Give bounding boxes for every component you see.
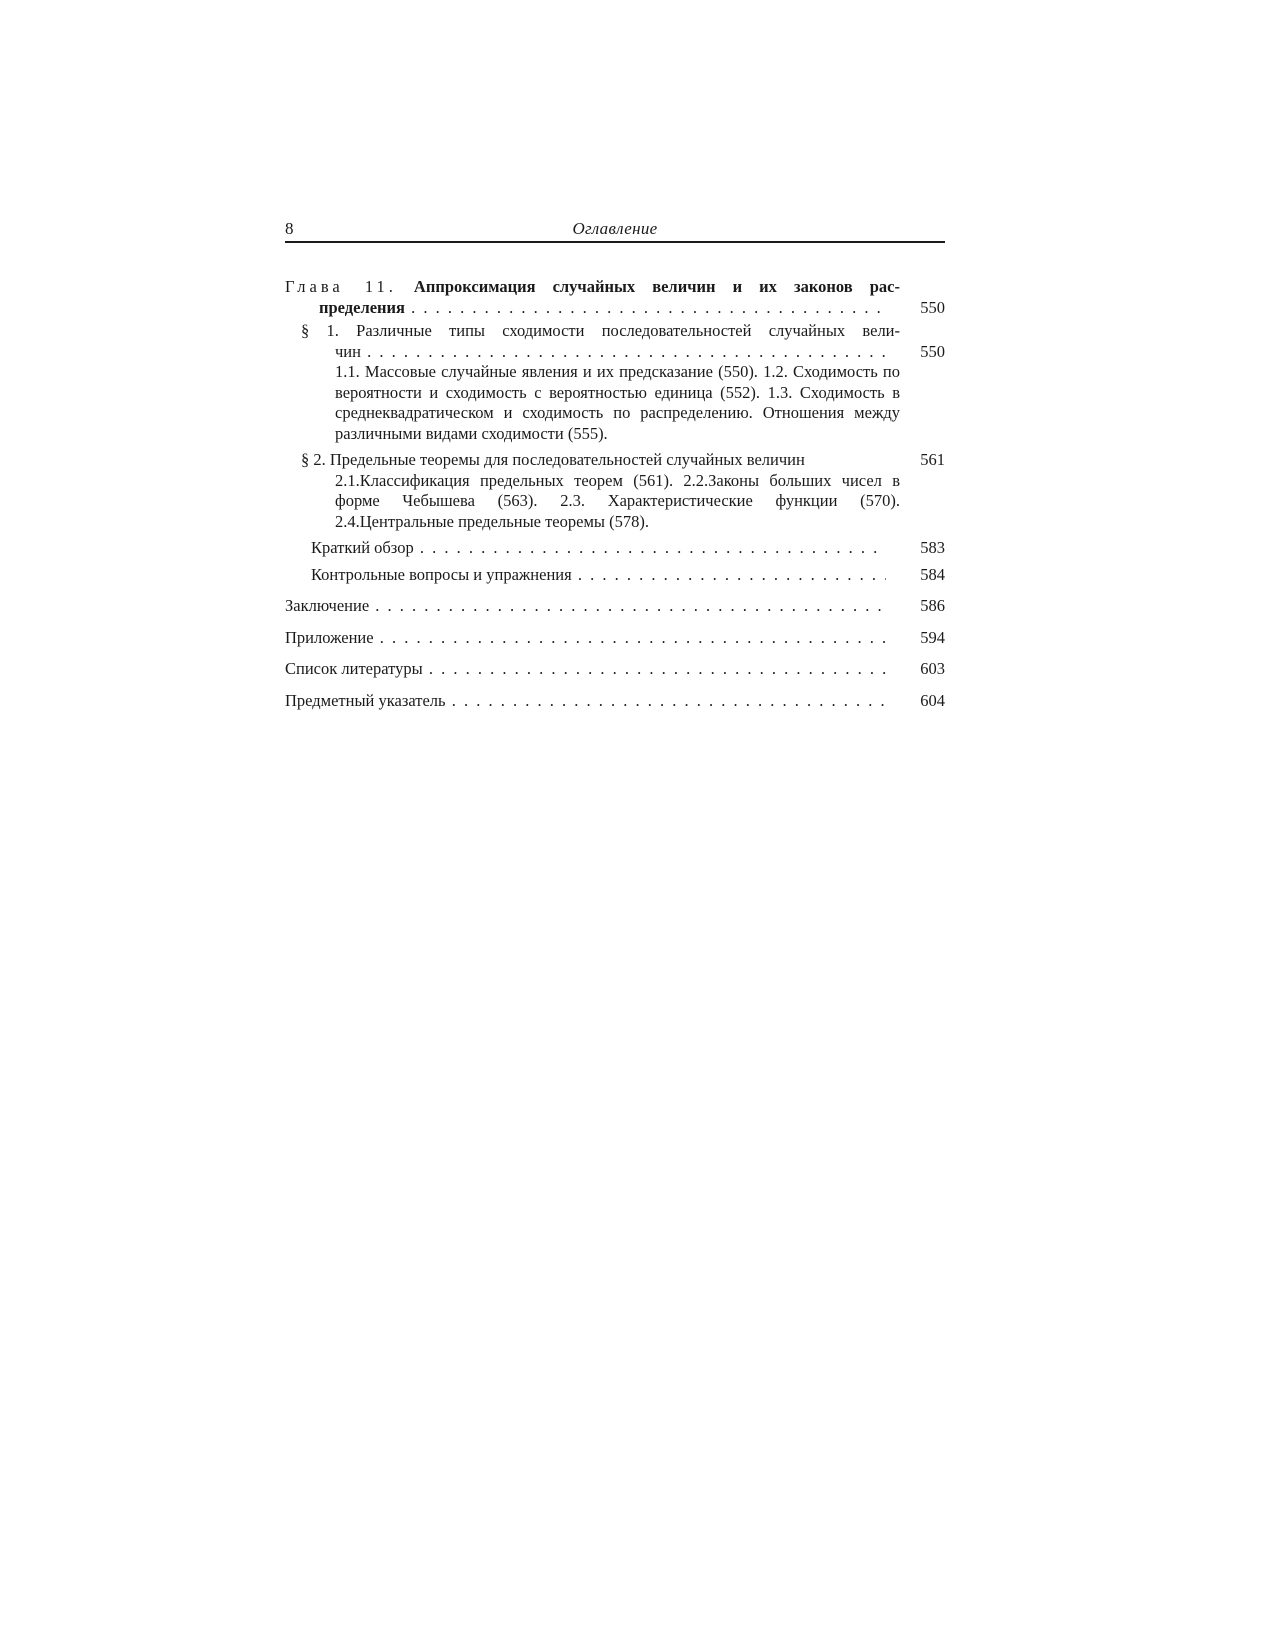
entry-page-number: 584	[920, 564, 945, 584]
toc-entry-index[interactable]	[285, 691, 945, 712]
entry-page-number: 583	[920, 538, 945, 557]
table-of-contents	[285, 277, 945, 711]
toc-entry-bibliography[interactable]	[285, 659, 945, 680]
entry-page-number: 586	[920, 596, 945, 615]
toc-entry-conclusion[interactable]	[285, 596, 945, 617]
entry-title: Краткий обзор	[311, 538, 414, 557]
book-page	[285, 215, 945, 710]
entry-title: Приложение	[285, 627, 374, 647]
section-description: 1.1. Массовые случайные явления и их предсказание (550). 1.2. Сходимость по вероятности и сходимость с вероятностью единица (552). 1.3. Сходимость в среднеквадратическом и сходимость по распределению. Отношения между различными видами сходимости (555).	[335, 362, 900, 443]
entry-title: Контрольные вопросы и упражнения	[311, 564, 572, 584]
entry-title: Заключение	[285, 596, 370, 615]
chapter-entry[interactable]	[285, 298, 945, 319]
chapter-page-number: 550	[920, 297, 945, 317]
section-title: § 2. Предельные теоремы для последовательностей случайных величин	[301, 450, 805, 469]
chapter-heading	[285, 277, 945, 298]
section-1	[285, 321, 945, 444]
section-entry[interactable]	[285, 342, 945, 363]
section-page-number: 550	[920, 341, 945, 361]
entry-page-number: 603	[920, 659, 945, 678]
section-description: 2.1.Классификация предельных теорем (561). 2.2.Законы больших чисел в форме Чебышева (563). 2.3. Характеристические функции (570). 2.4.Центральные предельные теоремы (578).	[335, 470, 900, 531]
entry-page-number: 594	[920, 627, 945, 647]
section-title-line1: § 1. Различные типы сходимости последовательностей случайных вели-	[301, 321, 900, 340]
section-2	[285, 450, 945, 532]
page-number: 8	[285, 219, 294, 238]
entry-page-number: 604	[920, 690, 945, 710]
toc-entry-questions[interactable]	[285, 565, 945, 586]
section-page-number: 561	[920, 450, 945, 469]
running-header	[285, 215, 945, 243]
toc-entry-summary[interactable]	[285, 538, 945, 559]
running-title: Оглавление	[572, 219, 658, 238]
entry-title: Предметный указатель	[285, 690, 446, 710]
chapter-title-line2: пределения	[319, 297, 405, 317]
section-entry[interactable]	[285, 450, 945, 471]
section-title-line2: чин	[335, 341, 361, 361]
chapter-label: Глава 11.	[285, 277, 397, 296]
toc-entry-appendix[interactable]	[285, 628, 945, 649]
chapter-title-line1: Аппроксимация случайных величин и их законов рас-	[413, 277, 901, 296]
entry-title: Список литературы	[285, 659, 423, 678]
